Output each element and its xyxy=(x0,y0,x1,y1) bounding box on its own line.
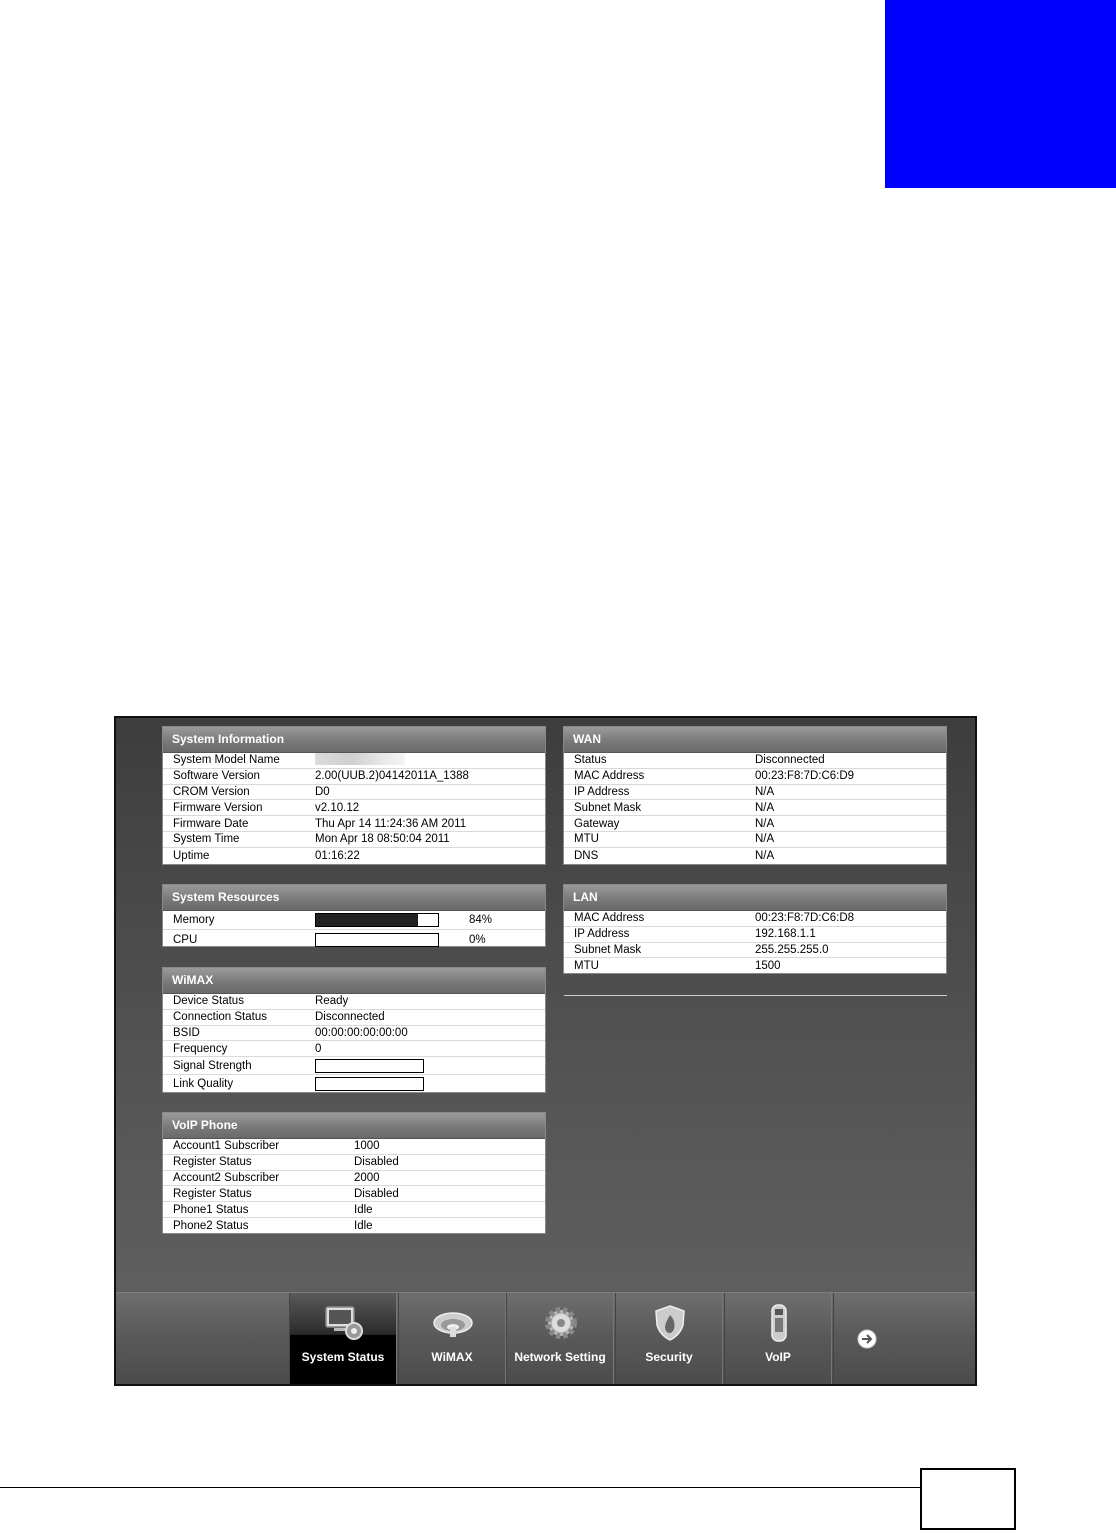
row-value: Disconnected xyxy=(755,754,825,767)
row-label: IP Address xyxy=(574,785,630,798)
table-row xyxy=(564,753,946,769)
row-label: Gateway xyxy=(574,817,620,830)
panel-title: System Resources xyxy=(163,885,545,911)
table-row xyxy=(163,816,545,832)
row-value: N/A xyxy=(755,833,775,846)
row-value: Mon Apr 18 08:50:04 2011 xyxy=(315,833,450,846)
row-value: D0 xyxy=(315,785,330,798)
system-resources-panel xyxy=(162,884,546,947)
nav-label: System Status xyxy=(301,1350,385,1364)
wimax-panel xyxy=(162,967,546,1093)
cpu-row xyxy=(163,930,545,949)
row-label: Phone1 Status xyxy=(173,1203,249,1216)
system-information-panel xyxy=(162,726,546,865)
footer-rule xyxy=(0,1487,920,1488)
table-row xyxy=(564,785,946,801)
table-row xyxy=(163,1139,545,1155)
nav-network-setting[interactable] xyxy=(506,1293,614,1385)
system-model-name-value xyxy=(315,753,405,768)
table-row xyxy=(564,800,946,816)
gear-icon xyxy=(541,1303,581,1343)
row-value: 1500 xyxy=(755,960,781,973)
chapter-tab xyxy=(885,0,1116,188)
nav-label: Security xyxy=(645,1350,693,1364)
row-label: Link Quality xyxy=(173,1078,234,1091)
row-label: Signal Strength xyxy=(173,1059,252,1072)
row-label: Memory xyxy=(173,914,215,926)
row-value: 01:16:22 xyxy=(315,849,360,862)
table-row xyxy=(163,1171,545,1187)
row-label: Firmware Date xyxy=(173,817,249,830)
row-label: MAC Address xyxy=(574,912,645,925)
row-value: 00:23:F8:7D:C6:D8 xyxy=(755,912,855,925)
table-row xyxy=(163,1041,545,1057)
memory-percent: 84% xyxy=(469,914,493,926)
row-value: Ready xyxy=(315,995,349,1008)
memory-usage-fill xyxy=(316,914,418,926)
memory-bar-cell xyxy=(315,913,469,927)
table-row xyxy=(564,927,946,943)
lan-panel xyxy=(563,884,947,974)
arrow-right-circle-icon[interactable] xyxy=(857,1329,877,1349)
table-row xyxy=(163,1218,545,1234)
row-value: 2.00(UUB.2)04142011A_1388 xyxy=(315,770,469,783)
row-value: N/A xyxy=(755,801,775,814)
panel-title: LAN xyxy=(564,885,946,911)
table-row xyxy=(163,800,545,816)
nav-label: VoIP xyxy=(765,1350,791,1364)
panel-title: VoIP Phone xyxy=(163,1113,545,1139)
row-label: Frequency xyxy=(173,1042,228,1055)
nav-wimax[interactable] xyxy=(398,1293,506,1385)
row-value: 255.255.255.0 xyxy=(755,943,829,956)
row-label: BSID xyxy=(173,1026,200,1039)
shield-flame-icon xyxy=(650,1303,690,1343)
table-row xyxy=(163,994,545,1010)
table-row xyxy=(163,1010,545,1026)
wimax-signal-icon xyxy=(433,1303,473,1343)
table-row xyxy=(163,1186,545,1202)
table-row xyxy=(163,769,545,785)
row-value: Thu Apr 14 11:24:36 AM 2011 xyxy=(315,817,467,830)
row-value: Disabled xyxy=(354,1156,399,1169)
row-value: Idle xyxy=(354,1219,373,1232)
row-label: MTU xyxy=(574,833,599,846)
signal-bar-cell xyxy=(315,1059,424,1073)
row-value: 0 xyxy=(315,1042,322,1055)
table-row xyxy=(163,753,545,769)
cpu-percent: 0% xyxy=(469,933,486,946)
phone-handset-icon xyxy=(759,1303,799,1343)
row-label: MAC Address xyxy=(574,770,645,783)
table-row xyxy=(163,848,545,864)
table-row xyxy=(564,832,946,848)
redacted-value xyxy=(315,753,405,765)
row-label: CROM Version xyxy=(173,785,250,798)
memory-row xyxy=(163,911,545,930)
web-configurator-screenshot xyxy=(114,716,977,1386)
table-row xyxy=(564,848,946,864)
row-value: 1000 xyxy=(354,1140,380,1153)
voip-phone-panel xyxy=(162,1112,546,1234)
row-value: Idle xyxy=(354,1203,373,1216)
row-label: DNS xyxy=(574,849,599,862)
nav-security[interactable] xyxy=(615,1293,723,1385)
table-row xyxy=(163,1026,545,1042)
table-row xyxy=(163,832,545,848)
row-label: System Model Name xyxy=(173,754,280,767)
nav-voip[interactable] xyxy=(724,1293,832,1385)
memory-usage-bar xyxy=(315,913,439,927)
row-label: Uptime xyxy=(173,849,210,862)
cpu-usage-bar xyxy=(315,933,439,947)
row-value: Disabled xyxy=(354,1187,399,1200)
row-label: Firmware Version xyxy=(173,801,263,814)
table-row xyxy=(163,1202,545,1218)
row-label: Register Status xyxy=(173,1156,252,1169)
table-row xyxy=(564,958,946,974)
row-label: CPU xyxy=(173,933,198,946)
bottom-navigation-bar xyxy=(116,1292,975,1385)
table-row xyxy=(564,769,946,785)
row-value: 00:00:00:00:00:00 xyxy=(315,1026,408,1039)
row-value: 192.168.1.1 xyxy=(755,928,816,941)
nav-label: Network Setting xyxy=(514,1350,606,1364)
row-label: Subnet Mask xyxy=(574,801,642,814)
row-label: Phone2 Status xyxy=(173,1219,249,1232)
row-value: Disconnected xyxy=(315,1011,385,1024)
row-label: Software Version xyxy=(173,770,260,783)
row-value: N/A xyxy=(755,817,775,830)
nav-more xyxy=(833,1293,975,1385)
signal-strength-bar xyxy=(315,1059,424,1073)
table-row xyxy=(163,785,545,801)
panel-title: WiMAX xyxy=(163,968,545,994)
link-quality-bar xyxy=(315,1077,424,1091)
nav-system-status[interactable] xyxy=(289,1293,397,1385)
panel-title: System Information xyxy=(163,727,545,753)
link-quality-bar-cell xyxy=(315,1077,424,1091)
row-value: 2000 xyxy=(354,1171,380,1184)
row-label: Register Status xyxy=(173,1187,252,1200)
row-value: N/A xyxy=(755,849,775,862)
monitor-gear-icon xyxy=(324,1303,364,1343)
row-label: Account2 Subscriber xyxy=(173,1171,280,1184)
table-row xyxy=(564,943,946,959)
row-label: Status xyxy=(574,754,607,767)
row-label: Subnet Mask xyxy=(574,943,642,956)
wan-panel xyxy=(563,726,947,865)
row-label: Account1 Subscriber xyxy=(173,1140,280,1153)
page-number-box xyxy=(920,1468,1016,1530)
table-row xyxy=(564,911,946,927)
row-label: Device Status xyxy=(173,995,244,1008)
row-value: v2.10.12 xyxy=(315,801,360,814)
row-label: MTU xyxy=(574,960,599,973)
row-label: System Time xyxy=(173,833,240,846)
row-value: 00:23:F8:7D:C6:D9 xyxy=(755,770,855,783)
panel-title: WAN xyxy=(564,727,946,753)
row-label: IP Address xyxy=(574,928,630,941)
table-row xyxy=(564,816,946,832)
cpu-bar-cell xyxy=(315,933,469,947)
section-divider xyxy=(564,995,947,996)
row-label: Connection Status xyxy=(173,1011,267,1024)
nav-label: WiMAX xyxy=(431,1350,473,1364)
link-quality-row xyxy=(163,1075,545,1093)
table-row xyxy=(163,1155,545,1171)
row-value: N/A xyxy=(755,785,775,798)
signal-strength-row xyxy=(163,1057,545,1075)
